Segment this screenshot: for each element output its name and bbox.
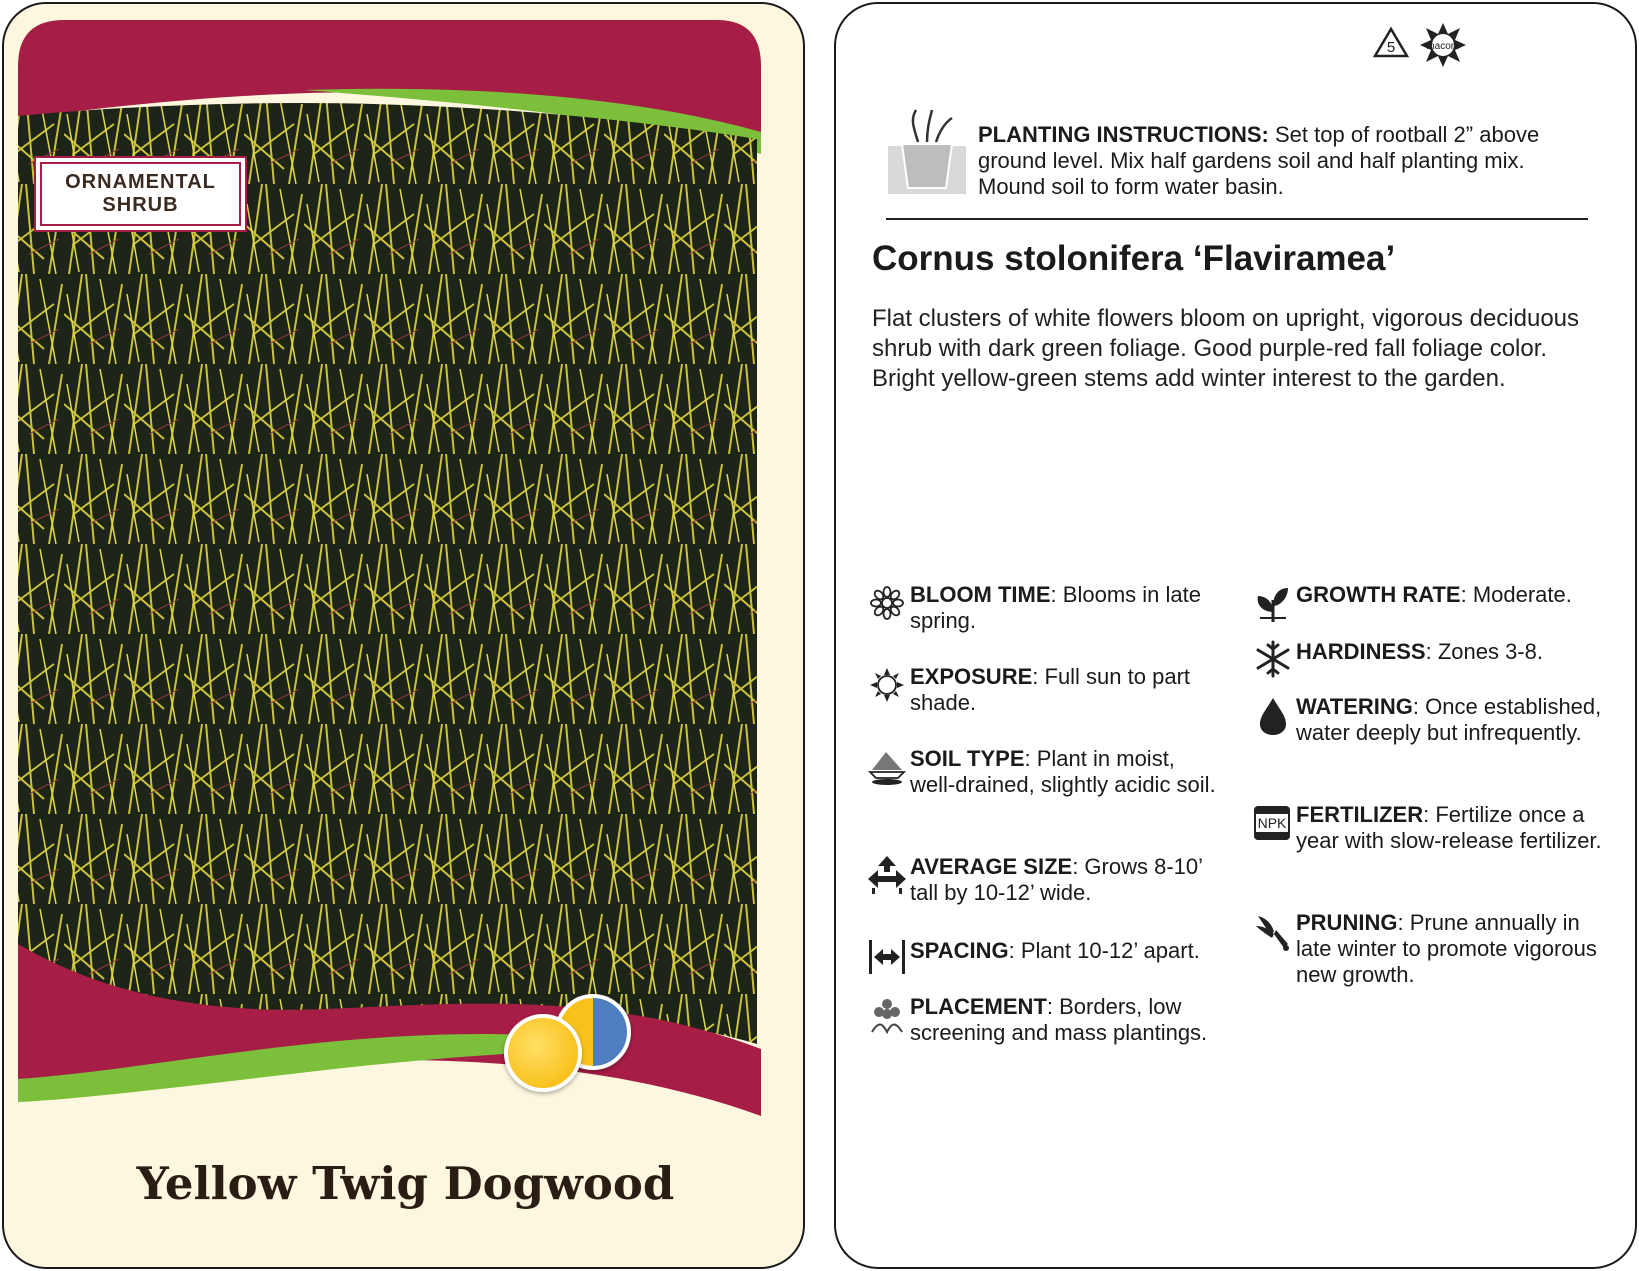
attribute-text: Plant 10-12’ apart. xyxy=(1020,938,1200,963)
fertilizer-icon xyxy=(1254,806,1290,840)
badge-line-2: SHRUB xyxy=(102,194,179,216)
attribute-text: Blooms in late spring. xyxy=(910,582,1201,633)
spacing-icon xyxy=(868,940,906,974)
botanical-name: Cornus stolonifera ‘Flaviramea’ xyxy=(872,239,1396,278)
attribute-label: PRUNING xyxy=(1296,910,1398,935)
brand-logo-icon xyxy=(1420,22,1466,68)
water-drop-icon xyxy=(1258,696,1288,736)
full-sun-icon xyxy=(504,1014,582,1092)
attribute-text: Zones 3-8. xyxy=(1437,639,1543,664)
placement-icon xyxy=(868,996,906,1034)
soil-icon xyxy=(868,748,906,786)
planting-label: PLANTING INSTRUCTIONS: xyxy=(978,122,1269,147)
planting-instructions xyxy=(978,122,1578,200)
plant-description: Flat clusters of white flowers bloom on upright, vigorous deciduous shrub with dark green foliage. Good purple-red fall foliage color. Bright yellow-green stems add winter interest to the garden. xyxy=(872,305,1580,392)
snowflake-icon xyxy=(1254,640,1292,678)
attribute-text: Plant in moist, well-drained, slightly acidic soil. xyxy=(910,746,1216,797)
attribute-text: Once established, water deeply but infrequently. xyxy=(1296,694,1602,745)
flower-icon xyxy=(870,586,904,620)
npk-label: NPK xyxy=(1257,815,1287,831)
attribute-label: SPACING xyxy=(910,938,1009,963)
attribute-label: AVERAGE SIZE xyxy=(910,854,1073,879)
size-icon xyxy=(868,856,906,894)
attribute-fertilizer: FERTILIZER: Fertilize once a year with slow-release fertilizer. xyxy=(1296,802,1602,853)
attribute-soil-type: SOIL TYPE: Plant in moist, well-drained, slightly acidic soil. xyxy=(910,746,1216,797)
front-card xyxy=(2,2,805,1269)
category-badge xyxy=(34,156,247,232)
sprout-icon xyxy=(1254,584,1292,622)
planting-pot-icon xyxy=(888,108,966,194)
attribute-label: BLOOM TIME xyxy=(910,582,1051,607)
attribute-label: SOIL TYPE xyxy=(910,746,1025,771)
attribute-text: Grows 8-10’ tall by 10-12’ wide. xyxy=(910,854,1203,905)
attribute-text: Borders, low screening and mass plantings. xyxy=(910,994,1208,1045)
plant-photo xyxy=(18,84,758,1084)
badge-line-1: ORNAMENTAL xyxy=(65,171,216,193)
attribute-label: FERTILIZER xyxy=(1296,802,1424,827)
attribute-bloom-time: BLOOM TIME: Blooms in late spring. xyxy=(910,582,1201,633)
attribute-label: EXPOSURE xyxy=(910,664,1033,689)
attribute-exposure: EXPOSURE: Full sun to part shade. xyxy=(910,664,1191,715)
attribute-text: Moderate. xyxy=(1472,582,1572,607)
attribute-label: WATERING xyxy=(1296,694,1413,719)
attribute-growth-rate: GROWTH RATE: Moderate. xyxy=(1296,582,1572,607)
attribute-text: Prune annually in late winter to promote vigorous new growth. xyxy=(1296,910,1597,987)
attribute-hardiness: HARDINESS: Zones 3-8. xyxy=(1296,639,1543,664)
back-card xyxy=(834,2,1637,1269)
attribute-watering: WATERING: Once established, water deeply but infrequently. xyxy=(1296,694,1602,745)
attribute-average-size: AVERAGE SIZE: Grows 8-10’ tall by 10-12’ wide. xyxy=(910,854,1203,905)
recycle-number: 5 xyxy=(1386,39,1396,56)
attribute-spacing: SPACING: Plant 10-12’ apart. xyxy=(910,938,1200,963)
divider xyxy=(886,218,1588,220)
attribute-label: PLACEMENT xyxy=(910,994,1047,1019)
common-name: Yellow Twig Dogwood xyxy=(136,1157,675,1210)
attribute-placement: PLACEMENT: Borders, low screening and mass plantings. xyxy=(910,994,1208,1045)
attribute-text: Fertilize once a year with slow-release fertilizer. xyxy=(1296,802,1602,853)
attribute-text: Full sun to part shade. xyxy=(910,664,1191,715)
pruning-shears-icon xyxy=(1254,912,1292,952)
attribute-label: GROWTH RATE xyxy=(1296,582,1461,607)
sun-icon xyxy=(870,668,904,702)
planting-text: Set top of rootball 2” above ground level. Mix half gardens soil and half planting mix. Mound soil to form water basin. xyxy=(978,122,1540,199)
attribute-pruning: PRUNING: Prune annually in late winter to promote vigorous new growth. xyxy=(1296,910,1597,987)
attribute-label: HARDINESS xyxy=(1296,639,1426,664)
recycle-icon xyxy=(1372,26,1410,60)
brand-name: macore xyxy=(1426,41,1460,52)
